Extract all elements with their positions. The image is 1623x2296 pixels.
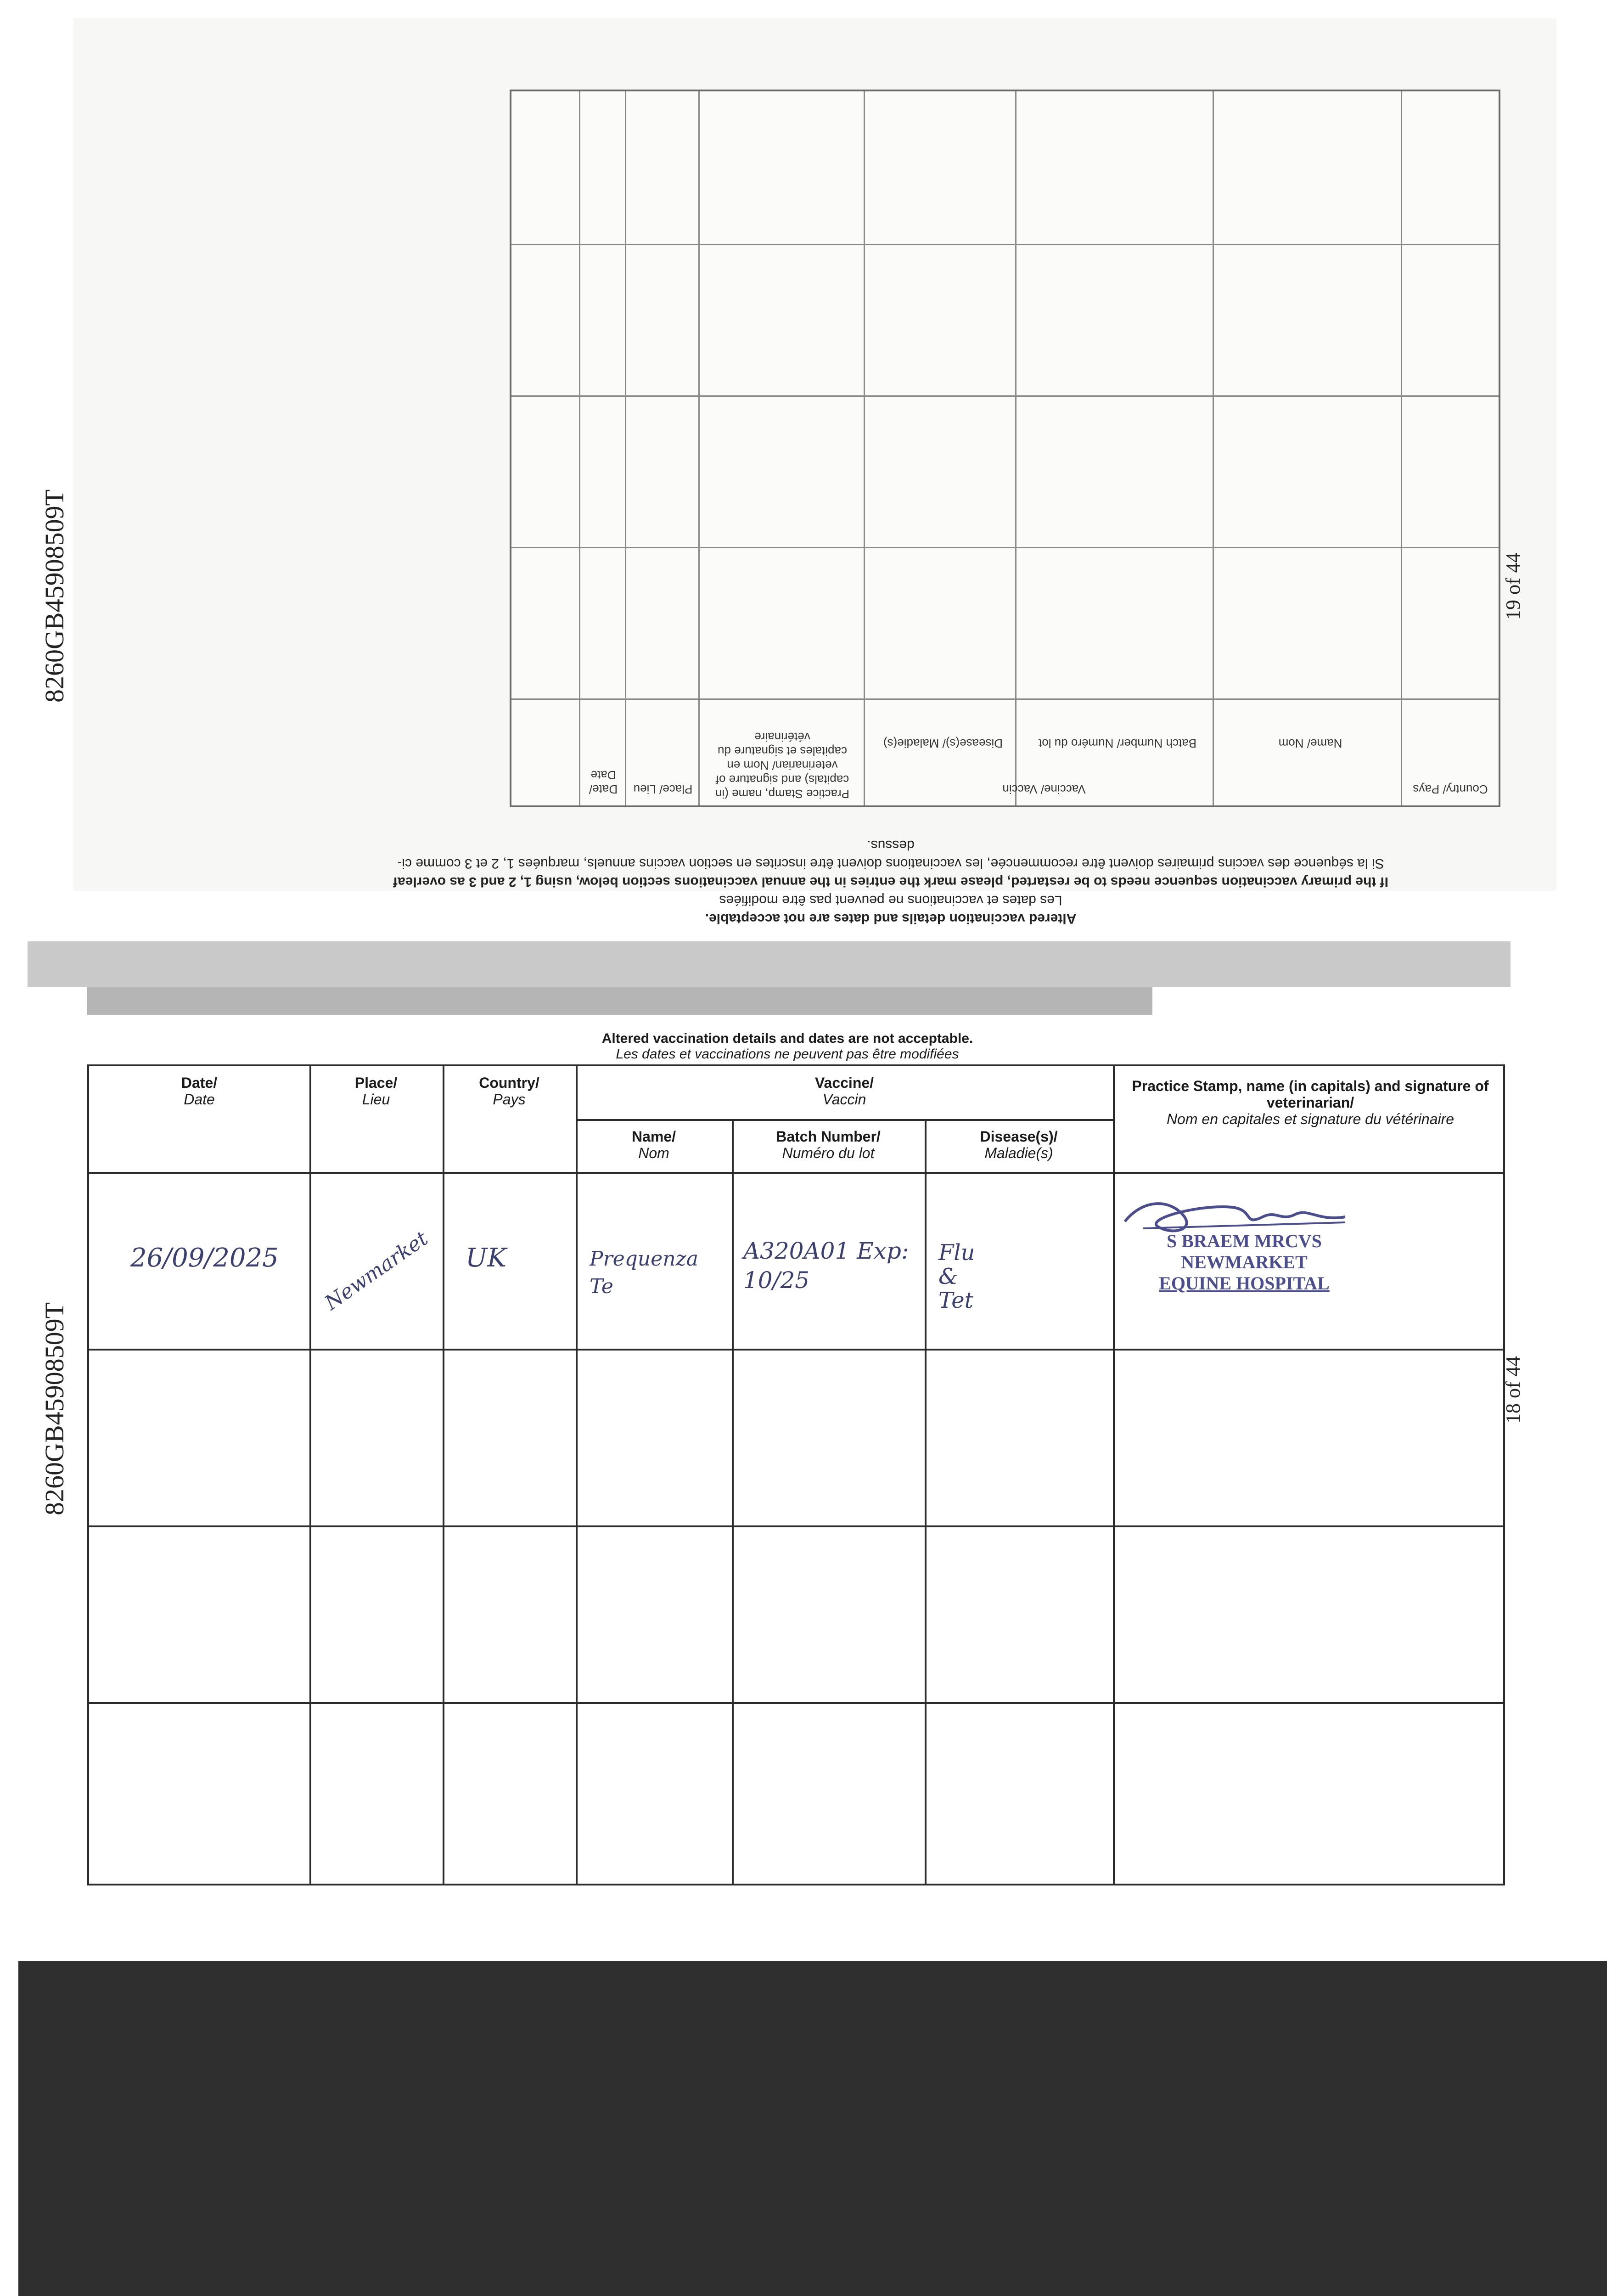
upper-note-restart-fr: Si la séquence des vaccins primaires doivent être recommencée, les vaccinations doivent être inscrites en section vaccins annuels, marquées 1, 2 et 3 comme ci-dessus. bbox=[397, 838, 1384, 871]
entry-country: UK bbox=[466, 1243, 507, 1273]
upper-header-date: Date/ Date bbox=[589, 768, 618, 796]
lower-caption bbox=[542, 1031, 1033, 1062]
stamp-line-3: EQUINE HOSPITAL bbox=[1159, 1273, 1330, 1294]
upper-header-stamp: Practice Stamp, name (in capitals) and signature of veterinarian/ Nom en capitales et signature du vétérinaire bbox=[715, 730, 849, 801]
entry-batch: A320A01 Exp: 10/25 bbox=[743, 1238, 909, 1294]
reference-number-bottom: 8260GB45908509T bbox=[39, 1302, 69, 1515]
stamp-line-2: NEWMARKET bbox=[1181, 1252, 1308, 1272]
entry-disease: Flu & Tet bbox=[938, 1240, 975, 1313]
header-vaccine: Vaccine/ Vaccin bbox=[814, 1075, 874, 1108]
upper-note-restart: If the primary vaccination sequence needs to be restarted, please mark the entries in the annual vaccinations section below, using 1, 2 and 3 as overleaf bbox=[393, 874, 1388, 889]
upper-header-country: Country/ Pays bbox=[1413, 782, 1488, 796]
practice-stamp bbox=[1111, 1231, 1377, 1294]
entry-vaccine-name: Prequenza Te bbox=[590, 1247, 698, 1298]
page-number-upper: 19 of 44 bbox=[1502, 552, 1524, 620]
upper-vaccination-table bbox=[510, 90, 1500, 807]
header-stamp: Practice Stamp, name (in capitals) and signature of veterinarian/ Nom en capitales et signature du vétérinaire bbox=[1132, 1078, 1489, 1127]
header-country: Country/ Pays bbox=[479, 1075, 539, 1108]
entry-date: 26/09/2025 bbox=[130, 1243, 279, 1273]
upper-note-altered: Altered vaccination details and dates are not acceptable. bbox=[705, 911, 1077, 926]
page-fold-band bbox=[87, 987, 1152, 1015]
stamp-line-1: S BRAEM MRCVS bbox=[1167, 1231, 1322, 1251]
upper-header-batch: Batch Number/ Numéro du lot bbox=[1039, 737, 1196, 750]
header-disease: Disease(s)/ Maladie(s) bbox=[980, 1128, 1058, 1161]
reference-number-top: 8260GB45908509T bbox=[39, 490, 69, 703]
entry-place: Newmarket bbox=[320, 1227, 432, 1315]
caption-en: Altered vaccination details and dates are not acceptable. bbox=[601, 1031, 973, 1046]
header-place: Place/ Lieu bbox=[354, 1075, 398, 1108]
page-number-lower: 18 of 44 bbox=[1502, 1356, 1524, 1424]
upper-header-disease: Disease(s)/ Maladie(s) bbox=[883, 737, 1003, 750]
lower-vaccination-table bbox=[87, 1064, 1505, 1885]
scanner-shadow bbox=[18, 1961, 1607, 2296]
upper-header-vaccine: Vaccine/ Vaccin bbox=[1002, 782, 1086, 796]
header-name: Name/ Nom bbox=[631, 1128, 676, 1161]
upper-header-name: Name/ Nom bbox=[1278, 737, 1342, 750]
upper-note-altered-fr: Les dates et vaccinations ne peuvent pas être modifiées bbox=[719, 893, 1062, 908]
page-fold-shadow bbox=[28, 941, 1511, 987]
caption-fr: Les dates et vaccinations ne peuvent pas être modifiées bbox=[616, 1047, 959, 1062]
upper-header-place: Place/ Lieu bbox=[633, 782, 693, 796]
header-batch: Batch Number/ Numéro du lot bbox=[776, 1128, 881, 1161]
header-date: Date/ Date bbox=[181, 1075, 218, 1108]
upper-notes bbox=[376, 836, 1405, 928]
